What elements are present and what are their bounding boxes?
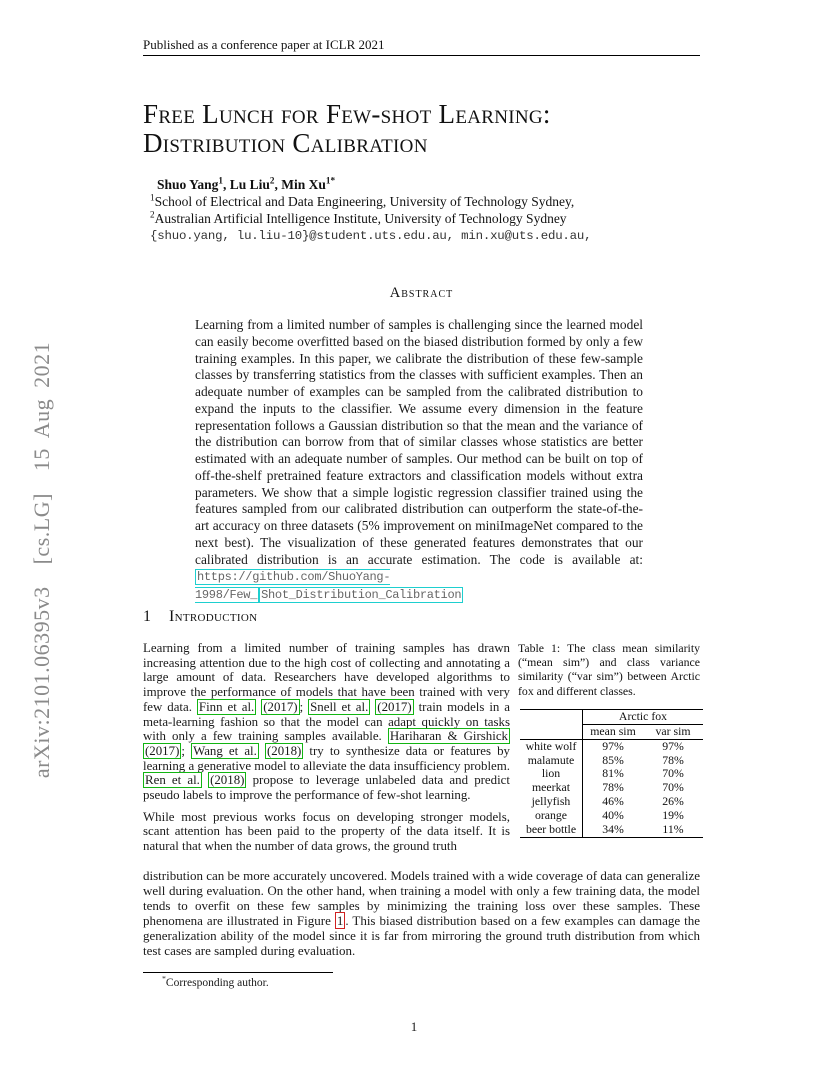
intro-left-column [143, 641, 510, 854]
table-corner-cell [520, 709, 583, 724]
var-sim-cell: 11% [643, 823, 703, 837]
url-link[interactable]: https://github.com/ShuoYang-1998/Few_ [195, 570, 391, 602]
text-segment: Australian Artificial Intelligence Institute, University of Technology Sydney [154, 211, 567, 227]
table-row [520, 795, 703, 809]
var-sim-cell: 97% [643, 739, 703, 753]
col-header-var-sim: var sim [643, 724, 703, 739]
row-label: malamute [520, 754, 583, 768]
author-names [150, 176, 591, 193]
var-sim-cell: 70% [662, 780, 684, 795]
table-corner-cell-2 [520, 724, 583, 739]
text-segment: ; [181, 743, 192, 758]
text-segment: Learning from a limited number of training samples has drawn increasing attention due to the high cost of collecting and annotating a large amount of data. Researchers have developed algorithms to improve the performance of models that have been trained with very few data. [143, 641, 510, 714]
citation-link[interactable]: Snell et al. [310, 699, 369, 714]
paper-title-line2: Distribution Calibration [143, 128, 428, 158]
figure-ref-link[interactable]: 1 [336, 913, 344, 928]
mean-sim-cell: 40% [602, 808, 624, 823]
row-label: beer bottle [520, 823, 583, 837]
section-title: Introduction [169, 608, 258, 625]
table-group-header: Arctic fox [583, 709, 704, 724]
intro-paragraph-1 [143, 641, 510, 803]
text-segment: train models in a meta-learning fashion so that the model can adapt quickly on tasks with only a few training samples available. [143, 699, 511, 744]
two-column-block [143, 641, 700, 854]
row-label: white wolf [520, 739, 583, 753]
superscript: * [162, 974, 166, 984]
citation-link[interactable]: Finn et al. [198, 699, 255, 714]
affiliation-1 [150, 193, 591, 210]
paper-title [143, 100, 700, 158]
superscript: 1 [150, 192, 155, 203]
table-row [520, 739, 703, 753]
citation-link[interactable]: Ren et al. [145, 773, 200, 788]
page-number: 1 [410, 1019, 418, 1034]
text-segment: distribution can be more accurately uncovered. Models trained with a wide coverage of data can generalize well during evaluation. On the other hand, when training a model with only a few training data, the model tends to overfit on these few samples by minimizing the training loss over these samples. These phenomena are illustrated in Figure [143, 868, 700, 928]
var-sim-cell: 19% [662, 808, 684, 823]
author-block [150, 176, 591, 245]
affiliation-2 [150, 210, 591, 227]
abstract-body [195, 317, 643, 604]
intro-paragraph-2-continued [143, 868, 700, 958]
var-sim-cell: 78% [662, 752, 684, 767]
superscript: 1* [325, 175, 336, 186]
mean-sim-cell: 34% [583, 823, 644, 837]
table-row [520, 809, 703, 823]
superscript: 2 [150, 209, 155, 220]
section-number: 1 [143, 608, 151, 625]
var-sim-cell: 70% [662, 766, 684, 781]
paper-title-line1: Free Lunch for Few-shot Learning: [143, 99, 551, 129]
text-segment: , Min Xu [274, 177, 326, 192]
row-label: lion [520, 767, 583, 781]
footnote [143, 974, 700, 989]
intro-paragraph-2: While most previous works focus on developing stronger models, scant attention has been paid to the property of the data itself. It is natural that when the number of data grows, the ground truth [143, 809, 510, 854]
footnote-rule [143, 972, 333, 973]
row-label: jellyfish [520, 795, 583, 809]
abstract-heading: Abstract [389, 285, 454, 301]
table-row [520, 781, 703, 795]
citation-link[interactable]: (2018) [266, 743, 302, 758]
url-link[interactable]: Shot_Distribution_Calibration [261, 588, 462, 602]
citation-link[interactable]: (2017) [145, 743, 180, 758]
table-row [520, 754, 703, 768]
row-label: orange [520, 809, 583, 823]
mean-sim-cell: 78% [602, 780, 624, 795]
table-row [520, 823, 703, 837]
table-row [520, 767, 703, 781]
header-rule [143, 55, 700, 56]
text-segment: , Lu Liu [223, 177, 270, 192]
arxiv-watermark: arXiv:2101.06395v3 [cs.LG] 15 Aug 2021 [29, 341, 54, 779]
citation-link[interactable]: Hariharan & Girshick [389, 729, 508, 744]
citation-link[interactable]: (2017) [377, 699, 412, 714]
text-segment: Learning from a limited number of samples is challenging since the learned model can easily become overfitted based on the biased distribution formed by only a few training examples. In this paper, we calibrate the distribution of these few-sample classes by transferring statistics from the classes with sufficient examples. Then an adequate number of examples can be sampled from the calibrated distribution to expand the inputs to the classifier. We assume every dimension in the feature representation follows a Gaussian distribution so that the mean and the variance of the distribution can borrow from that of similar classes whose statistics are better estimated with an adequate number of samples. Our method can be built on top of off-the-shelf pretrained feature extractors and classification models without extra parameters. We show that a simple logistic regression classifier trained using the features sampled from our calibrated distribution can outperform the state-of-the-art accuracy on three datasets (5% improvement on miniImageNet compared to the next best). The visualization of these generated features demonstrates that our calibrated distribution is an accurate estimation. The code is available at: [195, 317, 643, 567]
citation-link[interactable]: Wang et al. [193, 743, 257, 758]
section-1-heading [143, 608, 257, 626]
conference-header: Published as a conference paper at ICLR 2021 [143, 37, 385, 52]
table1-caption: Table 1: The class mean similarity (“mean sim”) and class variance similarity (“var sim”) between Arctic fox and different classes. [518, 641, 700, 698]
text-segment: ; [299, 699, 309, 714]
row-label: meerkat [520, 781, 583, 795]
author-emails: {shuo.yang, lu.liu-10}@student.uts.edu.au, min.xu@uts.edu.au, [150, 228, 592, 243]
mean-sim-cell: 97% [583, 739, 644, 753]
superscript: 2 [269, 175, 275, 186]
similarity-table [520, 709, 703, 838]
superscript: 1 [218, 175, 224, 186]
text-segment: Shuo Yang [157, 177, 219, 192]
mean-sim-cell: 46% [602, 794, 624, 809]
var-sim-cell: 26% [662, 794, 684, 809]
citation-link[interactable]: (2017) [263, 699, 298, 714]
text-segment: Corresponding author. [165, 977, 269, 989]
mean-sim-cell: 85% [602, 752, 624, 767]
citation-link[interactable]: (2018) [210, 773, 245, 788]
mean-sim-cell: 81% [602, 766, 624, 781]
table-column [518, 641, 700, 854]
text-segment: try to synthesize data or features by learning a generative model to alleviate the data insufficiency problem. [143, 743, 510, 773]
text-segment: School of Electrical and Data Engineering, University of Technology Sydney, [154, 194, 575, 210]
col-header-mean-sim: mean sim [583, 724, 644, 739]
text-segment: . This biased distribution based on a few examples can damage the generalization ability of the model since it is far from mirroring the ground truth distribution from which test cases are sampled during evaluation. [143, 913, 700, 958]
text-segment: propose to leverage unlabeled data and predict pseudo labels to improve the performance of few-shot learning. [143, 773, 510, 803]
